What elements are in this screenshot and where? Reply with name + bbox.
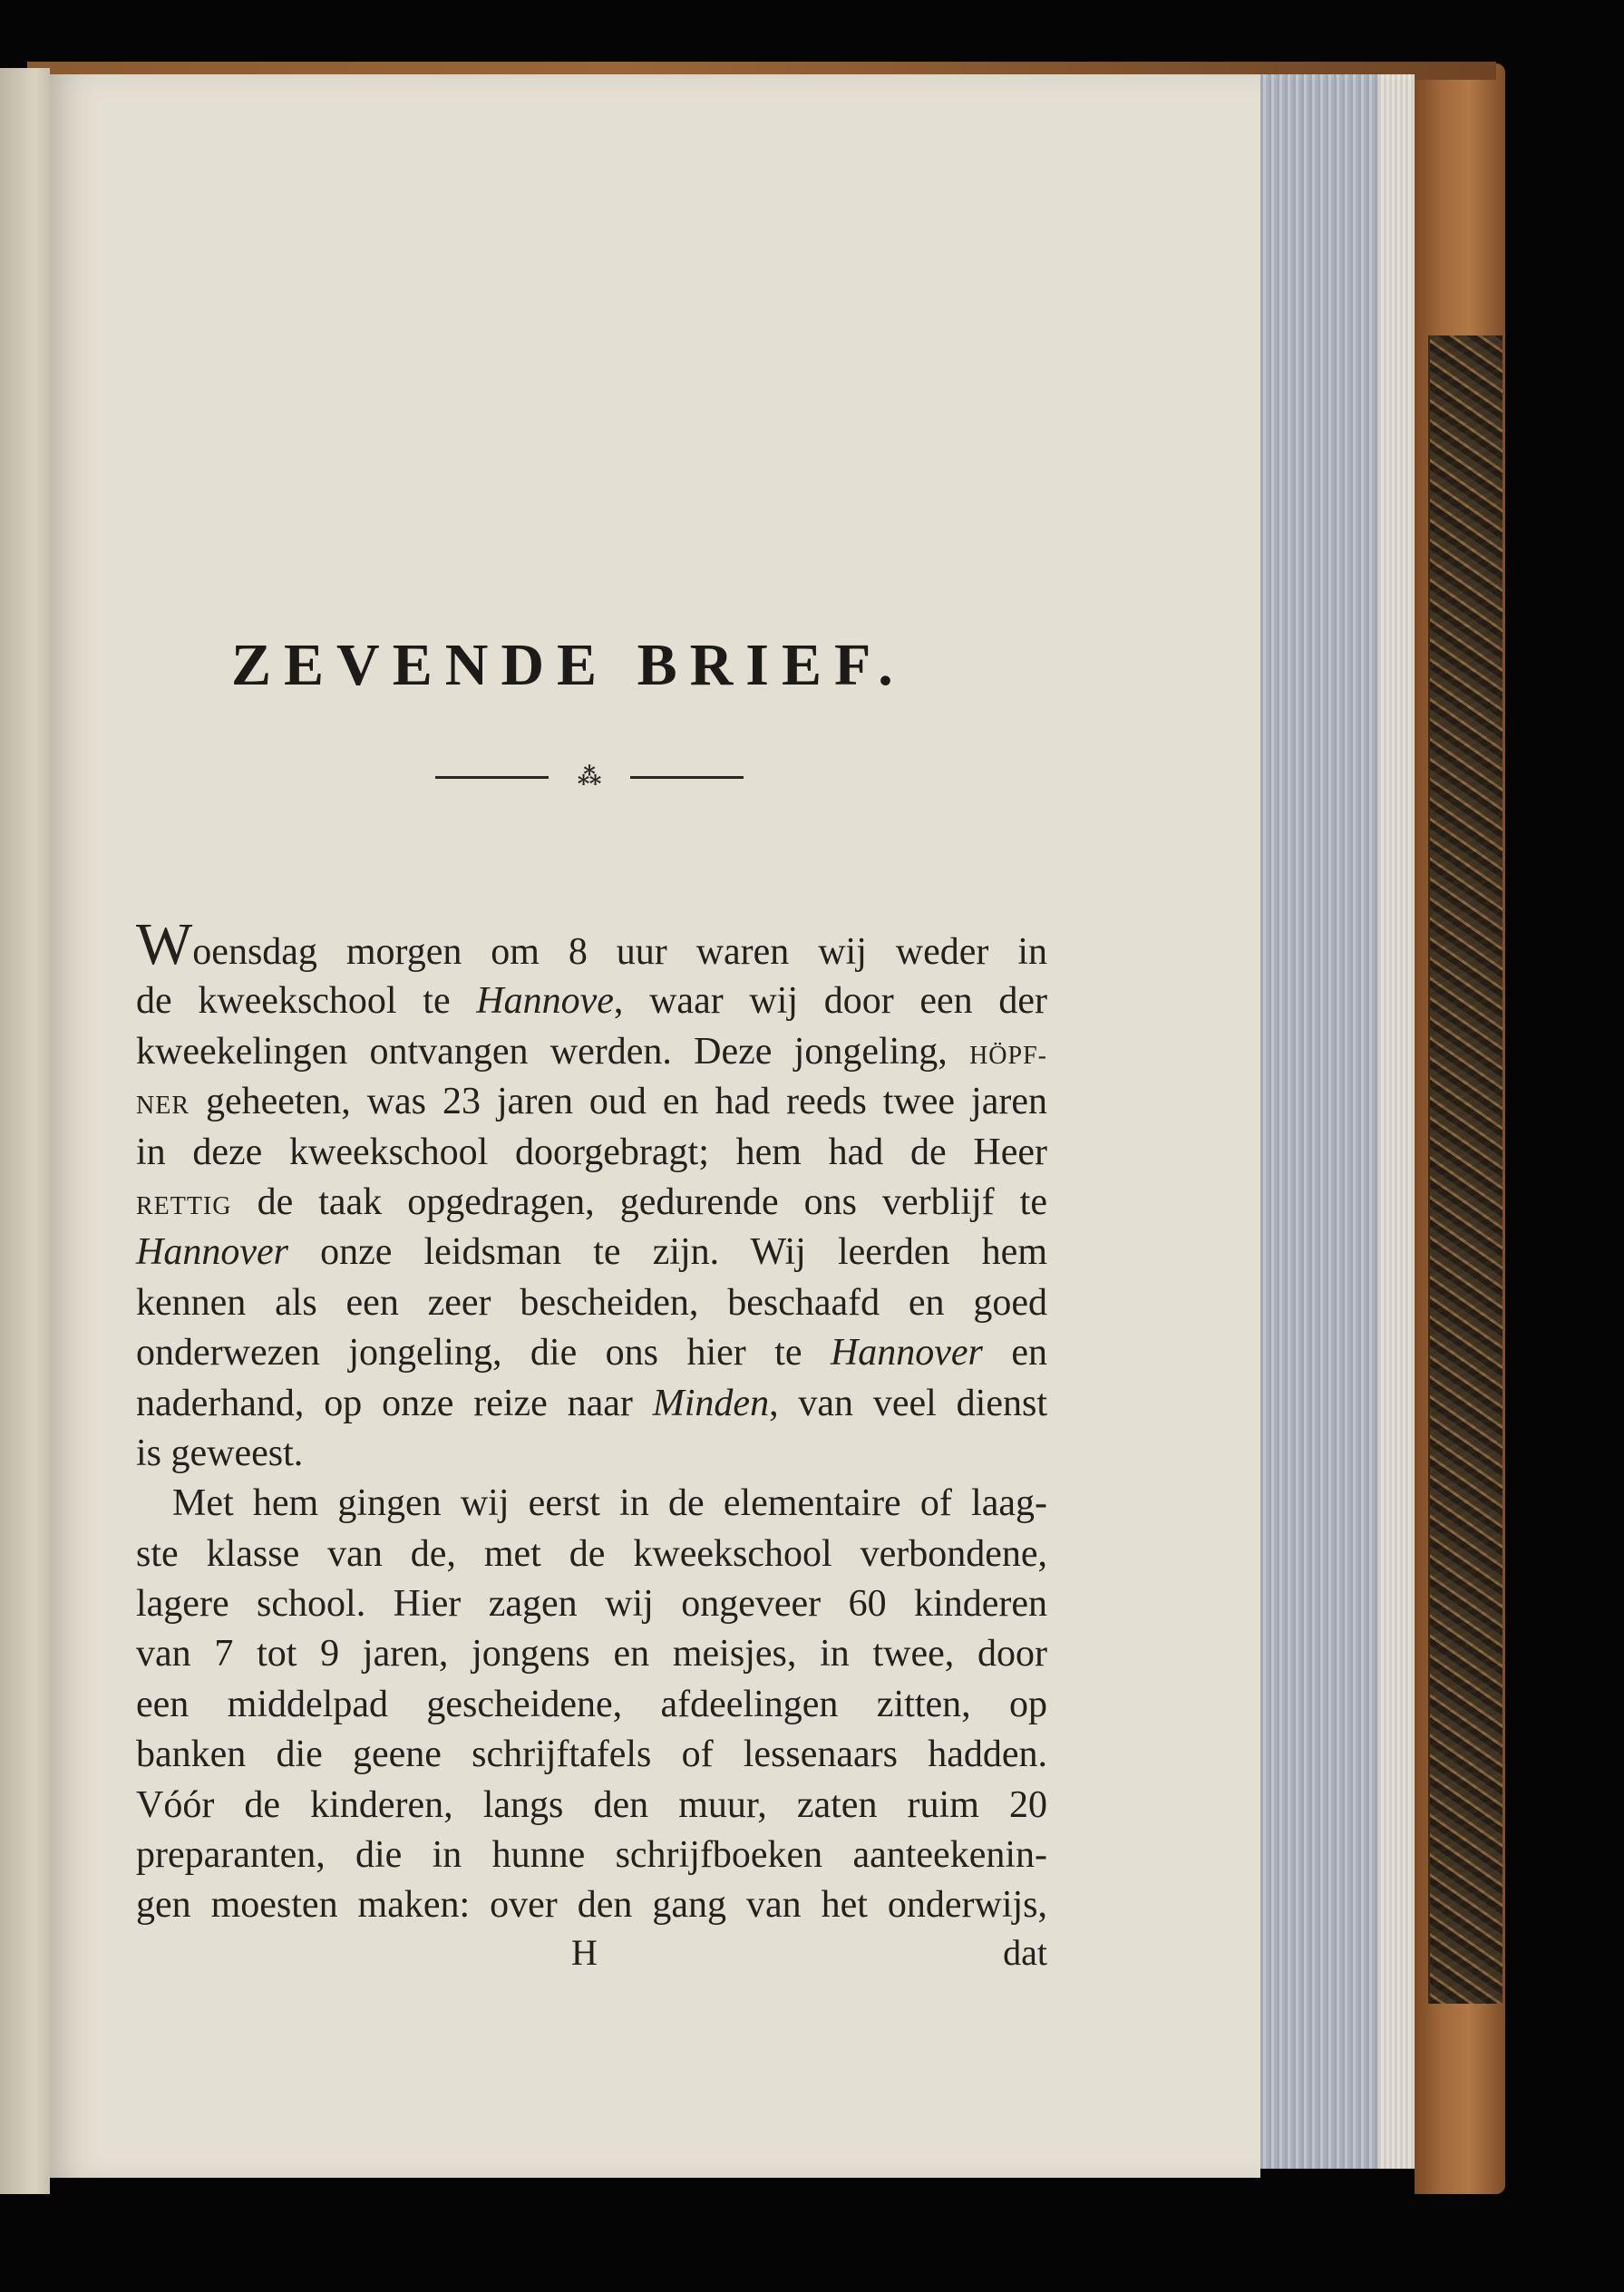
person-name: NER bbox=[136, 1092, 190, 1121]
ornament-rule-left bbox=[435, 776, 549, 779]
text-line: kweekelingen ontvangen werden. Deze jongeling, HÖPF- bbox=[136, 1030, 1047, 1073]
marbled-cover-paper bbox=[1428, 335, 1502, 2004]
text-line: naderhand, op onze reize naar Minden, van veel dienst bbox=[136, 1382, 1048, 1424]
text-line: RETTIG de taak opgedragen, gedurende ons verblijf te bbox=[136, 1180, 1047, 1223]
text-line: de kweekschool te Hannove, waar wij door een der bbox=[136, 980, 1047, 1023]
ornament-rule-right bbox=[630, 776, 744, 779]
text-line: onderwezen jongeling, die ons hier te Hannover en bbox=[136, 1332, 1047, 1374]
text-line: in deze kweekschool doorgebragt; hem had de Heer bbox=[136, 1131, 1047, 1173]
ornament-flourish: ⁂ bbox=[577, 763, 602, 790]
text-line: kennen als een zeer bescheiden, beschaafd en goed bbox=[136, 1281, 1047, 1324]
text-line: Vóór de kinderen, langs den muur, zaten ruim 20 bbox=[136, 1783, 1047, 1826]
page-block-fore-edge bbox=[1260, 74, 1415, 2169]
person-name: RETTIG bbox=[136, 1191, 232, 1220]
drop-cap: W bbox=[136, 911, 193, 977]
text-line: NER geheeten, was 23 jaren oud en had reeds twee jaren bbox=[136, 1081, 1047, 1123]
text-line: een middelpad gescheidene, afdeelingen zitten, op bbox=[136, 1683, 1047, 1725]
title-ornament bbox=[435, 764, 744, 790]
place-name: Hannover bbox=[136, 1231, 288, 1274]
page-footer bbox=[136, 1931, 1047, 1981]
text-line: ste klasse van de, met de kweekschool verbondene, bbox=[136, 1532, 1047, 1575]
text-line: van 7 tot 9 jaren, jongens en meisjes, in twee, door bbox=[136, 1633, 1047, 1675]
chapter-title: ZEVENDE BRIEF. bbox=[231, 632, 906, 699]
catchword: dat bbox=[1003, 1932, 1047, 1973]
place-name: Hannover bbox=[830, 1332, 983, 1374]
text-line: Met hem gingen wij eerst in de elementaire of laag- bbox=[172, 1482, 1047, 1525]
text-line: is geweest. bbox=[136, 1432, 304, 1474]
body-text bbox=[136, 911, 1048, 1931]
person-name: HÖPF- bbox=[969, 1041, 1047, 1070]
facing-page-edge bbox=[0, 68, 50, 2194]
place-name: Minden bbox=[652, 1382, 770, 1424]
signature-mark: H bbox=[571, 1932, 598, 1973]
text-line: lagere school. Hier zagen wij ongeveer 60 kinderen bbox=[136, 1583, 1047, 1626]
place-name: Hannove bbox=[476, 980, 614, 1023]
text-line: gen moesten maken: over den gang van het onderwijs, bbox=[136, 1884, 1047, 1927]
text-line: Hannover onze leidsman te zijn. Wij leerden hem bbox=[136, 1231, 1047, 1274]
text-line: preparanten, die in hunne schrijfboeken aanteekenin- bbox=[136, 1834, 1047, 1877]
text-line: banken die geene schrijftafels of lessenaars hadden. bbox=[136, 1734, 1047, 1776]
text-line: Woensdag morgen om 8 uur waren wij weder in bbox=[136, 911, 1047, 977]
